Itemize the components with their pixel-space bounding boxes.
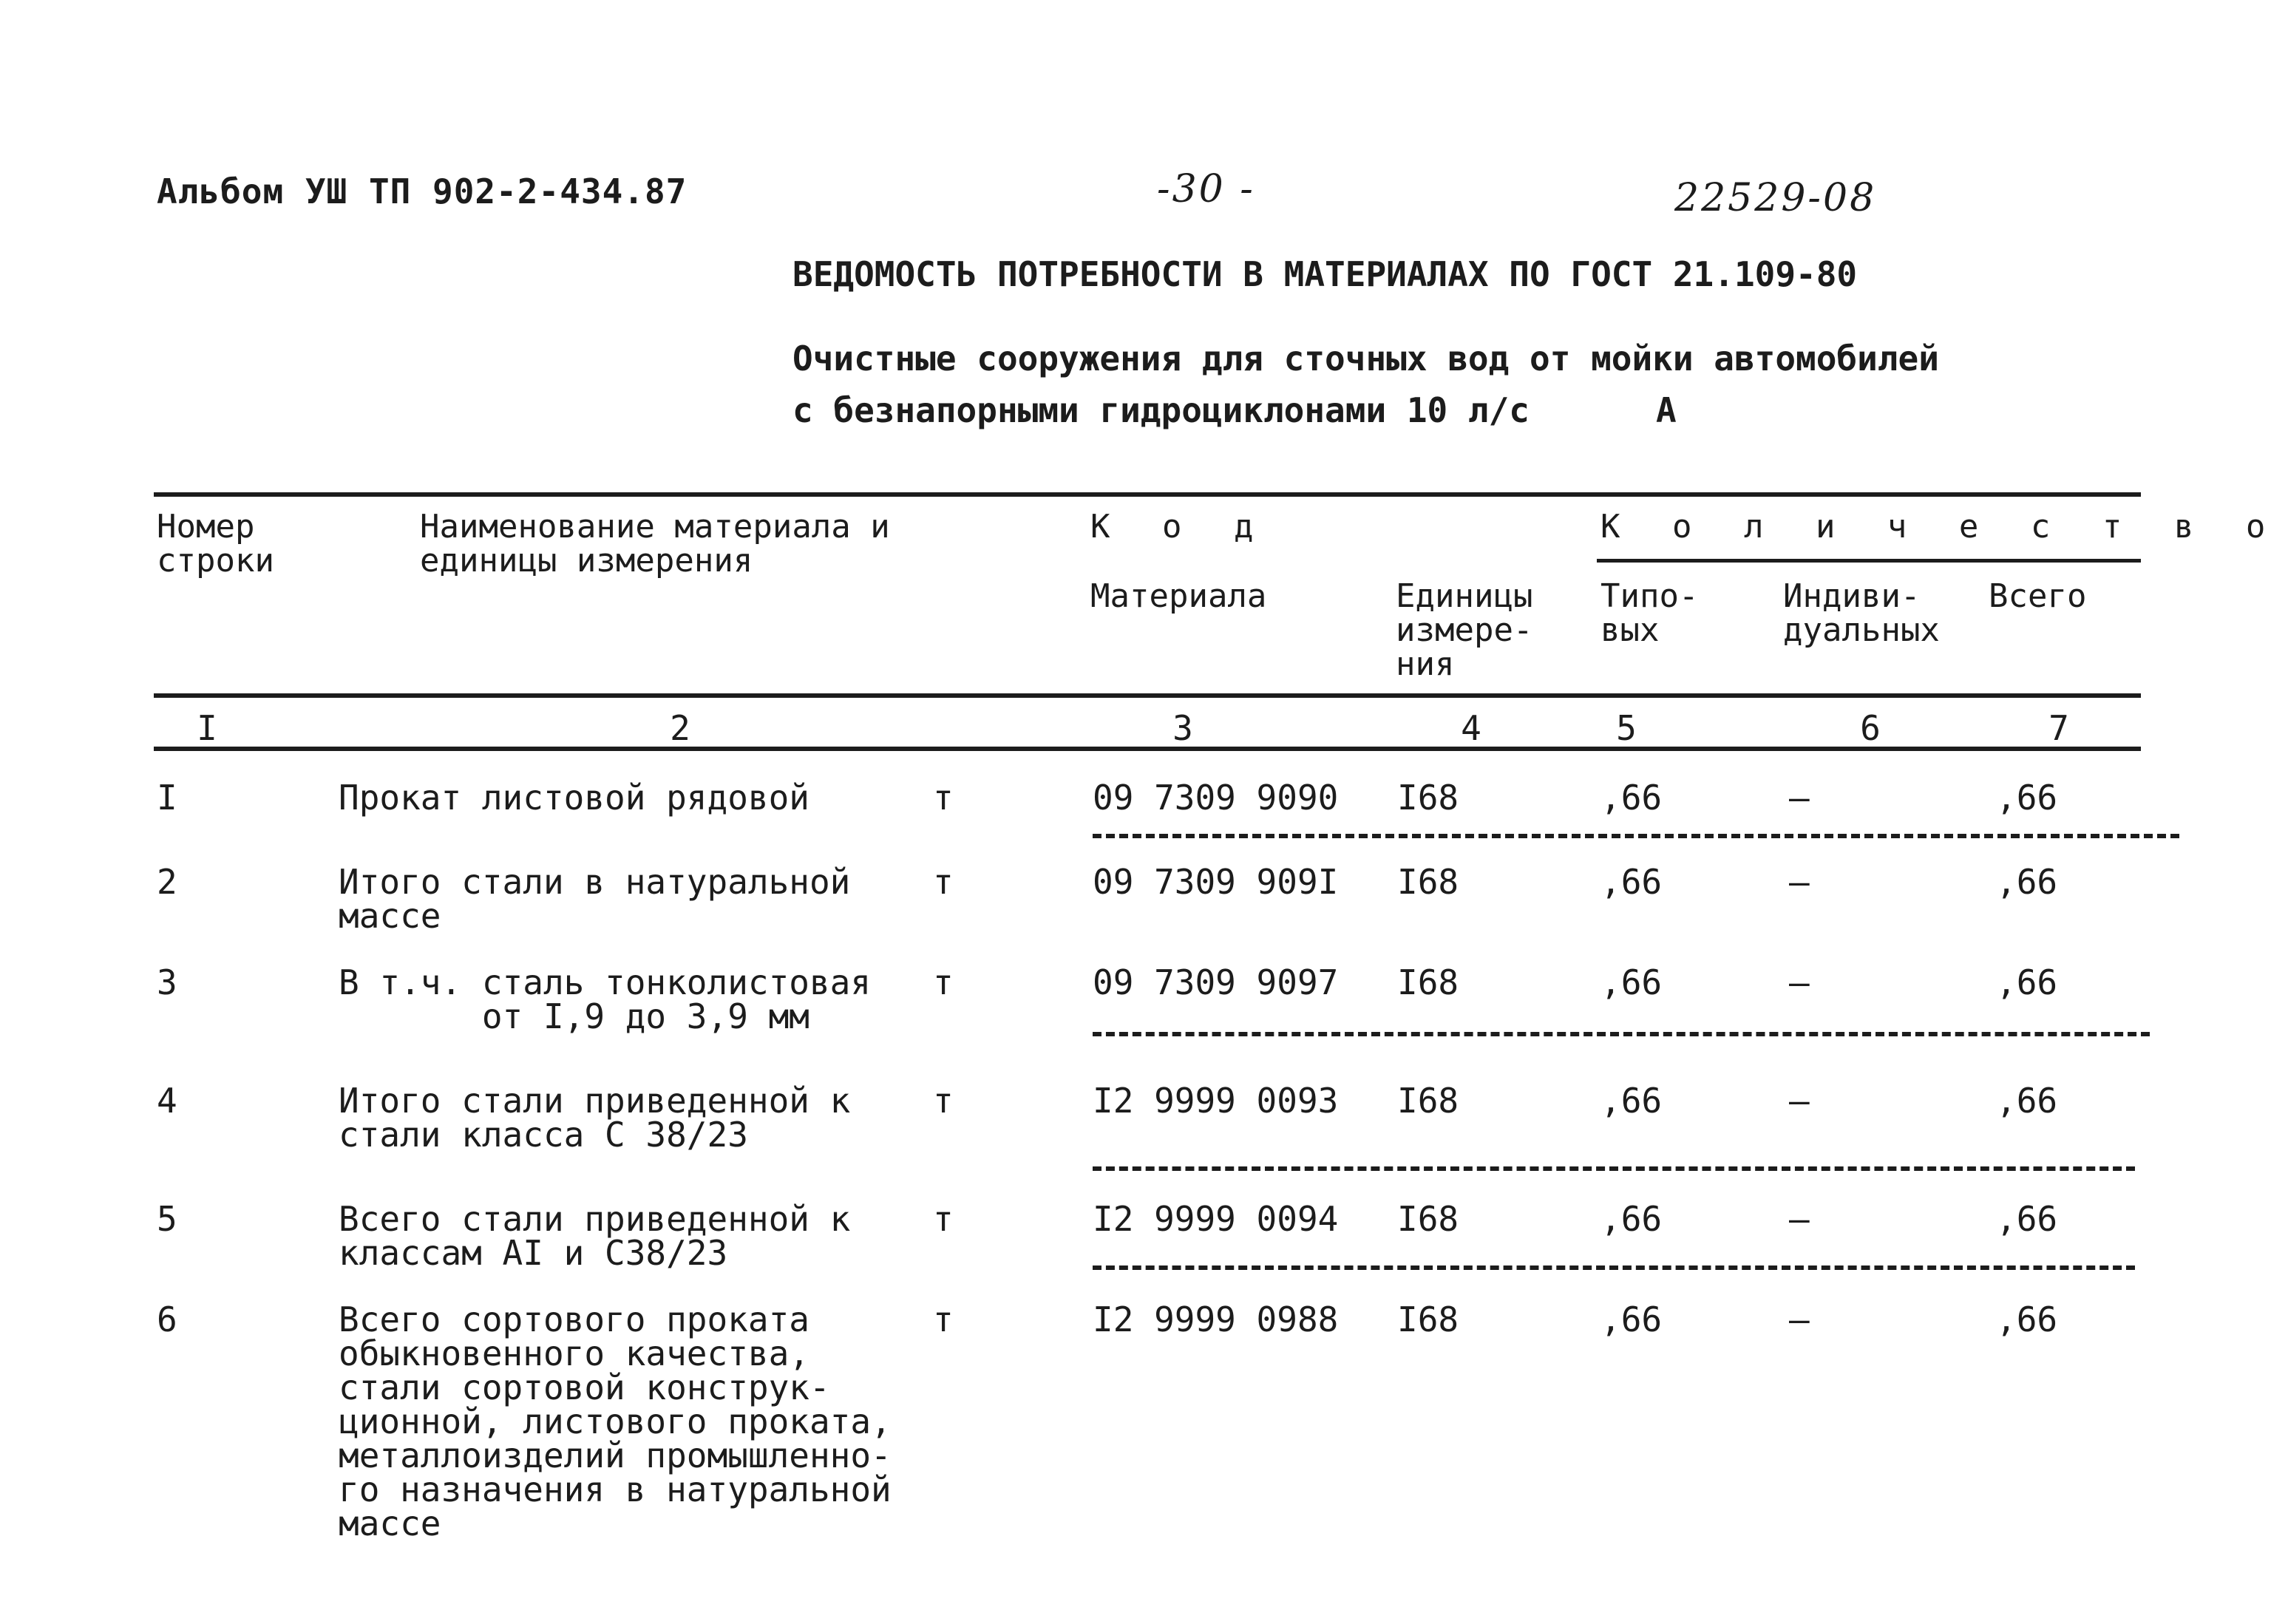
row-separator <box>1093 1032 2150 1036</box>
subtitle-line-2: с безнапорными гидроциклонами 10 л/с <box>792 390 1530 430</box>
qty-typical: ,66 <box>1600 1299 1663 1339</box>
material-name: Всего сортового проката обыкновенного качества, стали сортовой конструк- ционной, листового проката, металлоизделий промышленно- го назначения в натуральной массе <box>339 1299 892 1543</box>
qty-individual: – <box>1789 962 1810 1002</box>
row-separator <box>1093 834 2179 838</box>
material-code: I2 9999 0093 <box>1093 1081 1339 1121</box>
qty-individual: – <box>1789 778 1810 818</box>
qty-total: ,66 <box>1996 778 2058 818</box>
quantity-header-rule <box>1597 559 2141 563</box>
row-separator <box>1093 1265 2135 1270</box>
header-code-material: Материала <box>1090 577 1267 615</box>
header-bottom-rule <box>154 693 2141 698</box>
qty-individual: – <box>1789 1199 1810 1239</box>
header-code: К о д <box>1090 508 1270 546</box>
material-name: Прокат листовой рядовой <box>339 778 809 818</box>
qty-total: ,66 <box>1996 862 2058 902</box>
unit-code: I68 <box>1397 1199 1459 1239</box>
qty-individual: – <box>1789 1299 1810 1339</box>
unit: т <box>933 862 954 902</box>
header-code-unit: Единицы измере- ния <box>1396 577 1533 683</box>
unit: т <box>933 1299 954 1339</box>
unit-code: I68 <box>1397 862 1459 902</box>
material-code: 09 7309 9097 <box>1093 962 1339 1002</box>
header-qty-typical: Типо- вых <box>1600 577 1699 649</box>
unit: т <box>933 1199 954 1239</box>
row-separator <box>1093 1166 2135 1171</box>
qty-individual: – <box>1789 862 1810 902</box>
column-number: 6 <box>1860 708 1881 748</box>
header-row-number: Номер строки <box>157 508 274 580</box>
unit: т <box>933 962 954 1002</box>
column-number: 4 <box>1461 708 1481 748</box>
unit-code: I68 <box>1397 962 1459 1002</box>
unit: т <box>933 1081 954 1121</box>
qty-typical: ,66 <box>1600 1199 1663 1239</box>
qty-total: ,66 <box>1996 1299 2058 1339</box>
material-name: Всего стали приведенной к классам AI и С38/23 <box>339 1199 851 1273</box>
table-top-rule <box>154 492 2141 497</box>
row-number: 3 <box>157 962 177 1002</box>
qty-individual: – <box>1789 1081 1810 1121</box>
header-qty-individual: Индиви- дуальных <box>1783 577 1940 649</box>
qty-typical: ,66 <box>1600 962 1663 1002</box>
row-number: 4 <box>157 1081 177 1121</box>
unit: т <box>933 778 954 818</box>
row-number: I <box>157 778 177 818</box>
qty-typical: ,66 <box>1600 862 1663 902</box>
unit-code: I68 <box>1397 1299 1459 1339</box>
column-number: 5 <box>1616 708 1637 748</box>
header-material-name: Наименование материала и единицы измерения <box>420 508 890 580</box>
material-name: Итого стали приведенной к стали класса С 38/23 <box>339 1081 851 1155</box>
subtitle-mark: А <box>1656 390 1677 430</box>
qty-total: ,66 <box>1996 962 2058 1002</box>
subtitle-line-1: Очистные сооружения для сточных вод от мойки автомобилей <box>792 339 1939 378</box>
material-code: I2 9999 0988 <box>1093 1299 1339 1339</box>
column-number: 3 <box>1172 708 1193 748</box>
header-qty-total: Всего <box>1989 577 2087 615</box>
unit-code: I68 <box>1397 778 1459 818</box>
header-quantity: К о л и ч е с т в о <box>1600 508 2282 546</box>
row-number: 5 <box>157 1199 177 1239</box>
document-title: ВЕДОМОСТЬ ПОТРЕБНОСТИ В МАТЕРИАЛАХ ПО ГОСТ 21.109-80 <box>792 254 1858 294</box>
column-number: 2 <box>670 708 690 748</box>
album-reference: Альбом УШ ТП 902-2-434.87 <box>157 171 688 211</box>
qty-typical: ,66 <box>1600 778 1663 818</box>
qty-total: ,66 <box>1996 1199 2058 1239</box>
qty-typical: ,66 <box>1600 1081 1663 1121</box>
page-number: -30 - <box>1157 167 1255 211</box>
column-number: 7 <box>2048 708 2069 748</box>
material-name: В т.ч. сталь тонколистовая от I,9 до 3,9 мм <box>339 962 872 1036</box>
material-code: 09 7309 9090 <box>1093 778 1339 818</box>
column-number: I <box>197 708 217 748</box>
document-number: 22529-08 <box>1674 176 1877 220</box>
qty-total: ,66 <box>1996 1081 2058 1121</box>
material-code: 09 7309 909I <box>1093 862 1339 902</box>
unit-code: I68 <box>1397 1081 1459 1121</box>
material-name: Итого стали в натуральной массе <box>339 862 851 936</box>
row-number: 2 <box>157 862 177 902</box>
row-number: 6 <box>157 1299 177 1339</box>
material-code: I2 9999 0094 <box>1093 1199 1339 1239</box>
